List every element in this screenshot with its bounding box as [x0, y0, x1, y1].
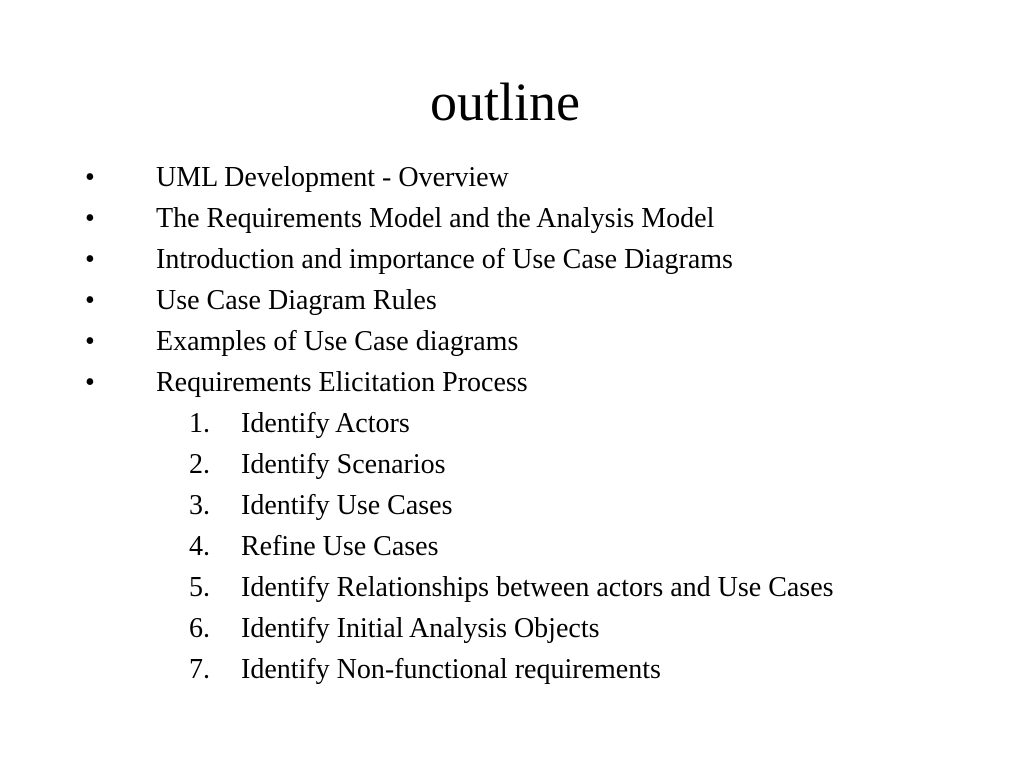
step-text: Identify Actors: [241, 408, 410, 439]
bullet-text: UML Development - Overview: [156, 162, 509, 193]
bullet-marker: •: [85, 203, 95, 234]
bullet-text: Introduction and importance of Use Case Diagrams: [156, 244, 733, 275]
step-text: Identify Scenarios: [241, 449, 446, 480]
step-number: 4.: [189, 531, 210, 562]
bullet-marker: •: [85, 367, 95, 398]
step-number: 6.: [189, 613, 210, 644]
bullet-marker: •: [85, 326, 95, 357]
bullet-marker: •: [85, 162, 95, 193]
list-item: [0, 367, 1024, 408]
bullet-marker: •: [85, 244, 95, 275]
bullet-text: Examples of Use Case diagrams: [156, 326, 519, 357]
list-item: [0, 162, 1024, 203]
step-number: 2.: [189, 449, 210, 480]
step-text: Refine Use Cases: [241, 531, 439, 562]
bullet-text: The Requirements Model and the Analysis Model: [156, 203, 715, 234]
step-text: Identify Initial Analysis Objects: [241, 613, 600, 644]
step-text: Identify Use Cases: [241, 490, 453, 521]
list-item: [0, 244, 1024, 285]
numbered-item: [0, 531, 1024, 563]
outline-list: [0, 162, 1024, 695]
list-item: [0, 285, 1024, 326]
elicitation-steps-list: [0, 408, 1024, 686]
numbered-item: [0, 408, 1024, 440]
slide-title: outline: [430, 72, 580, 132]
bullet-text: Requirements Elicitation Process: [156, 367, 528, 398]
step-text: Identify Relationships between actors and Use Cases: [241, 572, 834, 603]
numbered-item: [0, 572, 1024, 604]
step-number: 7.: [189, 654, 210, 685]
bullet-marker: •: [85, 285, 95, 316]
list-item: [0, 326, 1024, 367]
step-number: 5.: [189, 572, 210, 603]
list-item: [0, 203, 1024, 244]
step-number: 3.: [189, 490, 210, 521]
numbered-item: [0, 613, 1024, 645]
numbered-item: [0, 449, 1024, 481]
step-number: 1.: [189, 408, 210, 439]
step-text: Identify Non-functional requirements: [241, 654, 661, 685]
numbered-item: [0, 654, 1024, 686]
numbered-item: [0, 490, 1024, 522]
bullet-text: Use Case Diagram Rules: [156, 285, 437, 316]
